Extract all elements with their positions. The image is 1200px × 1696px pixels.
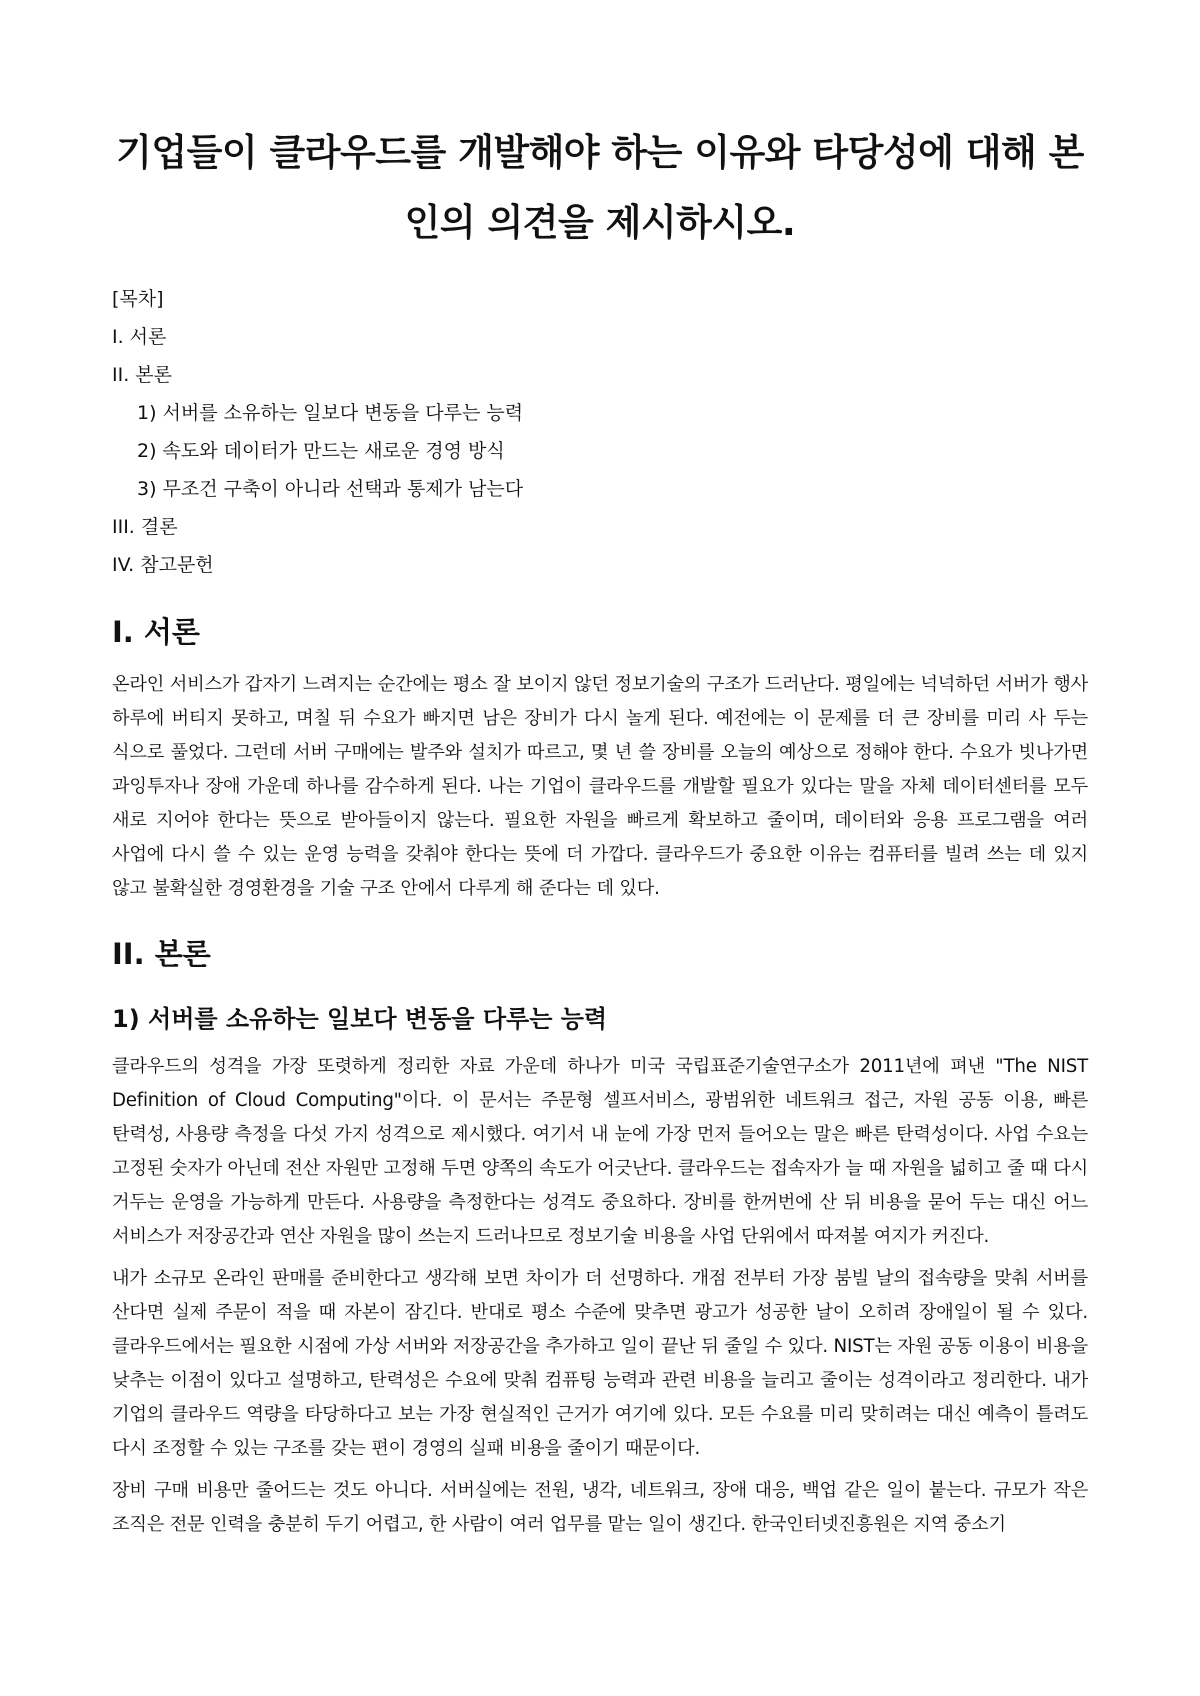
toc-item-body: II. 본론 [112, 364, 172, 386]
intro-heading: I. 서론 [112, 615, 200, 649]
body-heading: II. 본론 [112, 937, 211, 971]
intro-paragraph: 온라인 서비스가 갑자기 느려지는 순간에는 평소 잘 보이지 않던 정보기술의 구조가 드러난다. 평일에는 넉넉하던 서버가 행사 하루에 버티지 못하고, 며칠 뒤 수요가 빠지면 남은 장비가 다시 놀게 된다. 예전에는 이 문제를 더 큰 장비를 미리 사 두는 식으로 풀었다. 그런데 서버 구매에는 발주와 설치가 따르고, 몇 년 쓸 장비를 오늘의 예상으로 정해야 한다. 수요가 빗나가면 과잉투자나 장애 가운데 하나를 감수하게 된다. 나는 기업이 클라우드를 개발할 필요가 있다는 말을 자체 데이터센터를 모두 새로 지어야 한다는 뜻으로 받아들이지 않는다. 필요한 자원을 빠르게 확보하고 줄이며, 데이터와 응용 프로그램을 여러 사업에 다시 쓸 수 있는 운영 능력을 갖춰야 한다는 뜻에 더 가깝다. 클라우드가 중요한 이유는 컴퓨터를 빌려 쓰는 데 있지 않고 불확실한 경영환경을 기술 구조 안에서 다루게 해 준다는 데 있다. [112, 674, 1088, 899]
toc-item-references: IV. 참고문헌 [112, 554, 214, 576]
toc-item-body-1: 1) 서버를 소유하는 일보다 변동을 다루는 능력 [137, 402, 524, 424]
body-subsection-1-heading: 1) 서버를 소유하는 일보다 변동을 다루는 능력 [112, 1005, 608, 1033]
toc-heading: [목차] [112, 288, 164, 310]
document-title: 기업들이 클라우드를 개발해야 하는 이유와 타당성에 대해 본인의 의견을 제시하시오. [116, 131, 1084, 244]
body-section [112, 932, 1088, 1542]
body-paragraph: 클라우드의 성격을 가장 또렷하게 정리한 자료 가운데 하나가 미국 국립표준기술연구소가 2011년에 펴낸 "The NIST Definition of Cloud Computing"이다. 이 문서는 주문형 셀프서비스, 광범위한 네트워크 접근, 자원 공동 이용, 빠른 탄력성, 사용량 측정을 다섯 가지 성격으로 제시했다. 여기서 내 눈에 가장 먼저 들어오는 말은 빠른 탄력성이다. 사업 수요는 고정된 숫자가 아닌데 전산 자원만 고정해 두면 양쪽의 속도가 어긋난다. 클라우드는 접속자가 늘 때 자원을 넓히고 줄 때 다시 거두는 운영을 가능하게 만든다. 사용량을 측정한다는 성격도 중요하다. 장비를 한꺼번에 산 뒤 비용을 묻어 두는 대신 어느 서비스가 저장공간과 연산 자원을 많이 쓰는지 드러나므로 정보기술 비용을 사업 단위에서 따져볼 여지가 커진다. [112, 1056, 1088, 1247]
toc-item-body-3: 3) 무조건 구축이 아니라 선택과 통제가 남는다 [137, 478, 524, 500]
intro-section [112, 610, 1088, 906]
toc-item-intro: I. 서론 [112, 326, 167, 348]
toc-item-conclusion: III. 결론 [112, 516, 178, 538]
toc-item-body-2: 2) 속도와 데이터가 만드는 새로운 경영 방식 [137, 440, 505, 462]
table-of-contents [112, 280, 1088, 584]
body-paragraph: 장비 구매 비용만 줄어드는 것도 아니다. 서버실에는 전원, 냉각, 네트워크, 장애 대응, 백업 같은 일이 붙는다. 규모가 작은 조직은 전문 인력을 충분히 두기 어렵고, 한 사람이 여러 업무를 맡는 일이 생긴다. 한국인터넷진흥원은 지역 중소기 [112, 1480, 1088, 1535]
body-paragraph: 내가 소규모 온라인 판매를 준비한다고 생각해 보면 차이가 더 선명하다. 개점 전부터 가장 붐빌 날의 접속량을 맞춰 서버를 산다면 실제 주문이 적을 때 자본이 잠긴다. 반대로 평소 수준에 맞추면 광고가 성공한 날이 오히려 장애일이 될 수 있다. 클라우드에서는 필요한 시점에 가상 서버와 저장공간을 추가하고 일이 끝난 뒤 줄일 수 있다. NIST는 자원 공동 이용이 비용을 낮추는 이점이 있다고 설명하고, 탄력성은 수요에 맞춰 컴퓨팅 능력과 관련 비용을 늘리고 줄이는 성격이라고 정리한다. 내가 기업의 클라우드 역량을 타당하다고 보는 가장 현실적인 근거가 여기에 있다. 모든 수요를 미리 맞히려는 대신 예측이 틀려도 다시 조정할 수 있는 구조를 갖는 편이 경영의 실패 비용을 줄이기 때문이다. [112, 1268, 1088, 1459]
